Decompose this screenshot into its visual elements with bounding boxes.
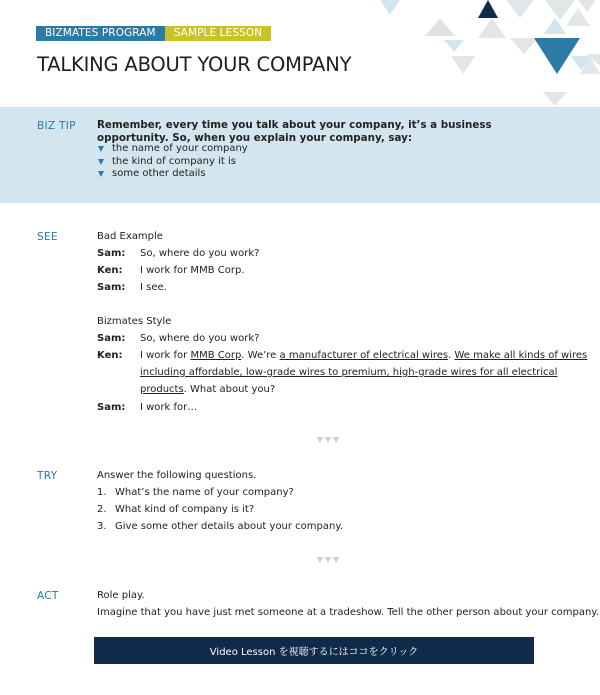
biz-tip-text: Remember, every time you talk about your company, it’s a business opportunity. So, when you explain your company, say: — [97, 119, 492, 144]
act-text: Imagine that you have just met someone at a tradeshow. Tell the other person about your company. — [97, 607, 599, 618]
speaker-label: Sam: — [97, 282, 126, 293]
speaker-label: Ken: — [97, 265, 123, 276]
try-label: TRY — [37, 470, 58, 482]
list-item: the kind of company it is — [97, 156, 248, 169]
speaker-label: Sam: — [97, 248, 126, 259]
dialogue-line: I work for MMB Corp. We’re a manufacturer of electrical wires. We make all kinds of wires — [140, 350, 588, 361]
video-lesson-button[interactable]: Video Lesson を視聴するにはココをクリック — [94, 637, 534, 664]
question-text: Give some other details about your company. — [115, 521, 344, 532]
bad-example-heading: Bad Example — [97, 231, 163, 242]
bullet-triangle-icon — [98, 146, 104, 152]
header-tags — [36, 26, 271, 41]
section-divider — [317, 437, 339, 443]
list-item: the name of your company — [97, 143, 248, 156]
question-number: 2. — [97, 504, 107, 515]
dialogue-line: So, where do you work? — [140, 333, 260, 344]
program-tag: BIZMATES PROGRAM — [36, 26, 165, 41]
speaker-label: Ken: — [97, 350, 123, 361]
dialogue-line: I work for… — [140, 402, 198, 413]
biz-tip-list — [97, 143, 248, 181]
speaker-label: Sam: — [97, 402, 126, 413]
dialogue-line: I work for MMB Corp. — [140, 265, 245, 276]
question-text: What kind of company is it? — [115, 504, 255, 515]
dialogue-line: So, where do you work? — [140, 248, 260, 259]
page-title: TALKING ABOUT YOUR COMPANY — [37, 53, 352, 76]
see-label: SEE — [37, 231, 58, 243]
question-text: What’s the name of your company? — [115, 487, 294, 498]
list-item: some other details — [97, 168, 248, 181]
try-intro: Answer the following questions. — [97, 470, 257, 481]
speaker-label: Sam: — [97, 333, 126, 344]
bullet-triangle-icon — [98, 171, 104, 177]
dialogue-line: products. What about you? — [140, 384, 276, 395]
bizmates-style-heading: Bizmates Style — [97, 316, 172, 327]
bullet-triangle-icon — [98, 159, 104, 165]
dialogue-line: including affordable, low-grade wires to premium, high-grade wires for all electrical — [140, 367, 558, 378]
question-number: 3. — [97, 521, 107, 532]
act-label: ACT — [37, 590, 59, 602]
section-divider — [317, 557, 339, 563]
dialogue-line: I see. — [140, 282, 167, 293]
question-number: 1. — [97, 487, 107, 498]
act-heading: Role play. — [97, 590, 145, 601]
lesson-tag: SAMPLE LESSON — [165, 26, 272, 41]
biz-tip-label: BIZ TIP — [37, 120, 76, 132]
